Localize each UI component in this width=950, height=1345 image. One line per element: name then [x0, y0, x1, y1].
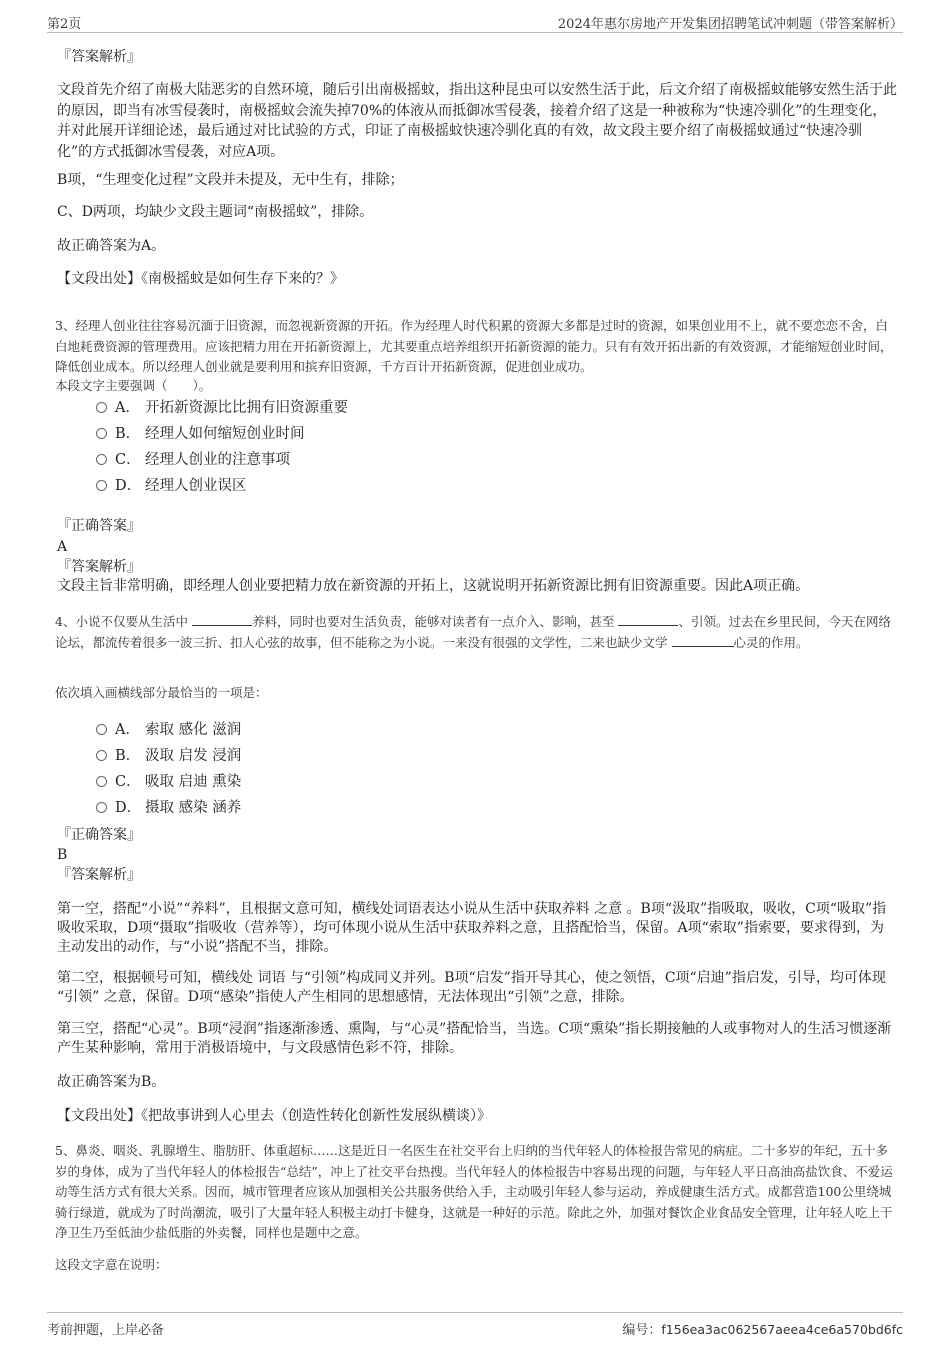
q3-analysis-label: 『答案解析』: [57, 559, 141, 575]
q2-analysis-paragraph-3: C、D两项，均缺少文段主题词“南极摇蚊”，排除。: [57, 204, 374, 220]
q4-option-d[interactable]: D． 摄取 感染 涵养: [96, 798, 241, 818]
radio-icon[interactable]: [96, 402, 107, 413]
radio-icon[interactable]: [96, 724, 107, 735]
q4-analysis-conclusion: 故正确答案为B。: [57, 1074, 166, 1090]
q4-option-c[interactable]: C． 吸取 启迪 熏染: [96, 772, 241, 792]
footer-slogan: 考前押题，上岸必备: [47, 1323, 165, 1338]
q3-answer: A: [57, 539, 68, 555]
q5-question: 这段文字意在说明：: [55, 1257, 168, 1272]
document-title: 2024年惠尔房地产开发集团招聘笔试冲刺题（带答案解析）: [557, 17, 903, 32]
q3-question: 本段文字主要强调（ ）。: [55, 378, 212, 393]
q5-stem: 5、鼻炎、咽炎、乳腺增生、脂肪肝、体重超标……这是近日一名医生在社交平台上归纳的当代年轻人的体检报告常见的病症。二十多岁的年纪，五十多岁的身体，成为了当代年轻人的体检报告“总结”，冲上了社交平台热搜。当代年轻人的体检报告中容易出现的问题，与年轻人平日高油高盐饮食、不爱运动等生活方式有很大关系。因而，城市管理者应该从加强相关公共服务供给入手，主动吸引年轻人参与运动，养成健康生活方式。成都营造100公里绕城骑行绿道，就成为了时尚潮流，吸引了大量年轻人积极主动打卡健身，这就是一种好的示范。除此之外，加强对餐饮企业食品安全管理，让年轻人吃上干净卫生乃至低油少盐低脂的外卖餐，同样也是题中之意。: [55, 1143, 893, 1240]
q3-option-d[interactable]: D． 经理人创业误区: [96, 476, 247, 496]
q4-option-b[interactable]: B． 汲取 启发 浸润: [96, 746, 241, 766]
q3-option-c[interactable]: C． 经理人创业的注意事项: [96, 450, 290, 470]
q4-analysis-paragraph-1: 第一空，搭配“小说”“养料”，且根据文意可知，横线处词语表达小说从生活中获取养料 之意 。B项“汲取”指吸取，吸收，C项“吸取”指吸收采取，D项“摄取”指吸收（营养等），均可体现小说从生活中获取养料之意，且搭配恰当，保留。A项“索取”指索要，要求得到，为主动发出的动作，与“小说”搭配不当，排除。: [57, 901, 887, 955]
q4-analysis-label: 『答案解析』: [57, 867, 141, 883]
q3-option-b[interactable]: B． 经理人如何缩短创业时间: [96, 424, 305, 444]
radio-icon[interactable]: [96, 776, 107, 787]
blank-line: [672, 634, 734, 647]
page-footer: [47, 1312, 903, 1339]
radio-icon[interactable]: [96, 480, 107, 491]
blank-line: [618, 613, 678, 626]
q4-analysis-paragraph-2: 第二空，根据顿号可知，横线处 词语 与“引领”构成同义并列。B项“启发”指开导其心，使之领悟，C项“启迪”指启发，引导，均可体现 “引领” 之意，保留。D项“感染”指使人产生相同的思想感情，无法体现出“引领”之意，排除。: [57, 970, 886, 1005]
q4-question: 依次填入画横线部分最恰当的一项是：: [55, 685, 268, 700]
q2-analysis-paragraph-2: B项，“生理变化过程”文段并未提及，无中生有，排除；: [57, 172, 404, 188]
q3-analysis: 文段主旨非常明确，即经理人创业要把精力放在新资源的开拓上，这就说明开拓新资源比拥有旧资源重要。因此A项正确。: [57, 578, 810, 594]
q2-analysis-paragraph-1: 文段首先介绍了南极大陆恶劣的自然环境，随后引出南极摇蚊，指出这种昆虫可以安然生活于此，后文介绍了南极摇蚊能够安然生活于此的原因，即当有冰雪侵袭时，南极摇蚊会流失掉70%的体液从而抵御冰雪侵袭，接着介绍了这是一种被称为“快速冷驯化”的生理变化，并对此展开详细论述，最后通过对比试验的方式，印证了南极摇蚊快速冷驯化真的有效，故文段主要介绍了南极摇蚊通过“快速冷驯化”的方式抵御冰雪侵袭，对应A项。: [57, 82, 897, 160]
q3-option-a[interactable]: A． 开拓新资源比比拥有旧资源重要: [96, 398, 348, 418]
q3-stem: 3、经理人创业往往容易沉湎于旧资源，而忽视新资源的开拓。作为经理人时代积累的资源大多都是过时的资源，如果创业用不上，就不要恋恋不舍，白白地耗费资源的管理费用。应该把精力用在开拓新资源上，尤其要重点培养组织开拓新资源的能力。只有有效开拓出新的有效资源，才能缩短创业时间，降低创业成本。所以经理人创业就是要利用和摈弃旧资源，千方百计开拓新资源，促进创业成功。: [55, 318, 893, 374]
q2-source: 【文段出处】《南极摇蚊是如何生存下来的？》: [57, 271, 344, 287]
radio-icon[interactable]: [96, 454, 107, 465]
blank-line: [192, 613, 252, 626]
radio-icon[interactable]: [96, 802, 107, 813]
page-number: 第2页: [47, 17, 82, 32]
q4-answer-label: 『正确答案』: [57, 827, 141, 843]
q4-option-a[interactable]: A． 索取 感化 滋润: [96, 720, 241, 740]
radio-icon[interactable]: [96, 750, 107, 761]
q4-analysis-paragraph-3: 第三空，搭配“心灵”。B项“浸润”指逐渐渗透、熏陶，与“心灵”搭配恰当，当选。C项“熏染”指长期接触的人或事物对人的生活习惯逐渐产生某种影响，常用于消极语境中，与文段感情色彩不符，排除。: [57, 1021, 892, 1056]
q3-answer-label: 『正确答案』: [57, 518, 141, 534]
page-header: [47, 10, 903, 33]
q2-analysis-label: 『答案解析』: [57, 49, 141, 65]
radio-icon[interactable]: [96, 428, 107, 439]
q4-source: 【文段出处】《把故事讲到人心里去（创造性转化创新性发展纵横谈）》: [57, 1108, 491, 1124]
q4-stem: 4、小说不仅要从生活中 养料，同时也要对生活负责，能够对读者有一点介入、影响，甚至 、引领。过去在乡里民间，今天在网络论坛，都流传着很多一波三折、扣人心弦的故事，但不能称之为小说。一来没有很强的文学性，二来也缺少文学 心灵的作用。: [55, 614, 891, 650]
footer-code: 编号：f156ea3ac062567aeea4ce6a570bd6fc: [622, 1322, 903, 1338]
q2-analysis-conclusion: 故正确答案为A。: [57, 238, 166, 254]
q4-answer: B: [57, 847, 68, 863]
